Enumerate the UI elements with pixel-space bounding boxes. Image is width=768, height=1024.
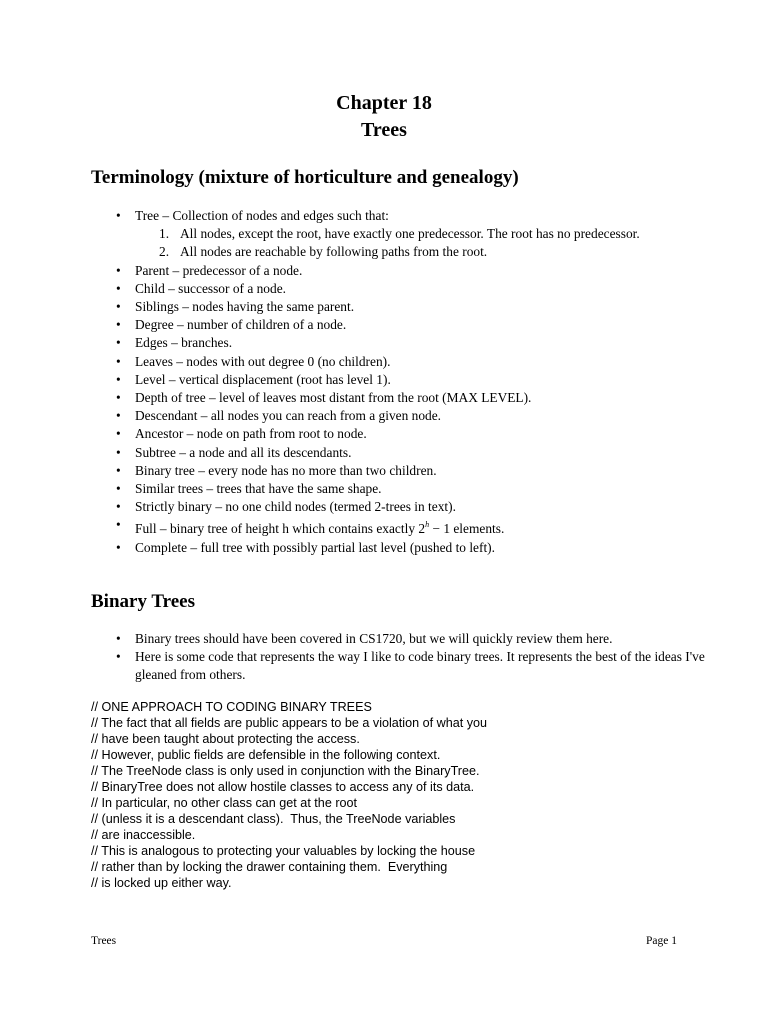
code-line: // The TreeNode class is only used in conjunction with the BinaryTree. bbox=[91, 764, 480, 778]
tree-conditions-list bbox=[135, 225, 716, 261]
code-line: // are inaccessible. bbox=[91, 828, 196, 842]
condition-number: 1. bbox=[159, 226, 170, 242]
code-line: // ONE APPROACH TO CODING BINARY TREES bbox=[91, 700, 372, 714]
code-line: // (unless it is a descendant class). Thus, the TreeNode variables bbox=[91, 812, 456, 826]
chapter-number: Chapter 18 bbox=[336, 92, 432, 114]
code-line: // In particular, no other class can get at the root bbox=[91, 796, 358, 810]
list-item: • Binary trees should have been covered in CS1720, but we will quickly review them here. bbox=[116, 630, 716, 648]
chapter-title: Trees bbox=[361, 119, 407, 141]
condition-text: All nodes are reachable by following paths from the root. bbox=[180, 244, 488, 260]
list-item: • Depth of tree – level of leaves most distant from the root (MAX LEVEL). bbox=[116, 389, 716, 407]
terminology-heading: Terminology (mixture of horticulture and genealogy) bbox=[91, 167, 519, 188]
list-item: • Ancestor – node on path from root to node. bbox=[116, 425, 716, 443]
full-text-before: Full – binary tree of height h which contains exactly bbox=[135, 521, 419, 537]
page-number: Page 1 bbox=[646, 935, 677, 947]
list-item: • Siblings – nodes having the same parent. bbox=[116, 298, 716, 316]
code-line: // is locked up either way. bbox=[91, 876, 232, 890]
formula-exponent: h bbox=[425, 520, 430, 530]
condition-number: 2. bbox=[159, 244, 170, 260]
binary-trees-list bbox=[116, 630, 716, 685]
list-item: • Binary tree – every node has no more than two children. bbox=[116, 462, 716, 480]
tree-definition: Tree – Collection of nodes and edges such that: bbox=[135, 208, 389, 223]
code-line: // The fact that all fields are public appears to be a violation of what you bbox=[91, 716, 488, 730]
list-item-full bbox=[116, 516, 716, 538]
code-line: // This is analogous to protecting your valuables by locking the house bbox=[91, 844, 476, 858]
terminology-list bbox=[116, 207, 716, 557]
tree-condition-item bbox=[135, 225, 716, 243]
code-line: // However, public fields are defensible in the following context. bbox=[91, 748, 441, 762]
binary-trees-heading: Binary Trees bbox=[91, 591, 195, 612]
list-item: • Edges – branches. bbox=[116, 334, 716, 352]
list-item: • Parent – predecessor of a node. bbox=[116, 262, 716, 280]
tree-condition-item bbox=[135, 243, 716, 261]
code-line: // have been taught about protecting the access. bbox=[91, 732, 360, 746]
code-line: // rather than by locking the drawer containing them. Everything bbox=[91, 860, 448, 874]
list-item: • Similar trees – trees that have the same shape. bbox=[116, 480, 716, 498]
list-item: • Subtree – a node and all its descendants. bbox=[116, 444, 716, 462]
list-item-complete: • Complete – full tree with possibly partial last level (pushed to left). bbox=[116, 539, 716, 557]
list-item: • Descendant – all nodes you can reach from a given node. bbox=[116, 407, 716, 425]
list-item: • Here is some code that represents the way I like to code binary trees. It represents the best of the ideas I've gleaned from others. bbox=[116, 648, 716, 684]
full-text-after: − 1 elements. bbox=[429, 521, 505, 537]
code-comment-block bbox=[91, 699, 711, 891]
list-item: • Child – successor of a node. bbox=[116, 280, 716, 298]
formula-base: 2 bbox=[418, 521, 426, 537]
list-item: • Strictly binary – no one child nodes (termed 2-trees in text). bbox=[116, 498, 716, 516]
list-item: • Level – vertical displacement (root has level 1). bbox=[116, 371, 716, 389]
list-item: • Degree – number of children of a node. bbox=[116, 316, 716, 334]
list-item-tree bbox=[116, 207, 716, 262]
footer-title: Trees bbox=[91, 935, 117, 947]
list-item: • Leaves – nodes with out degree 0 (no children). bbox=[116, 353, 716, 371]
condition-text: All nodes, except the root, have exactly one predecessor. The root has no predecessor. bbox=[180, 226, 640, 242]
code-line: // BinaryTree does not allow hostile classes to access any of its data. bbox=[91, 780, 475, 794]
